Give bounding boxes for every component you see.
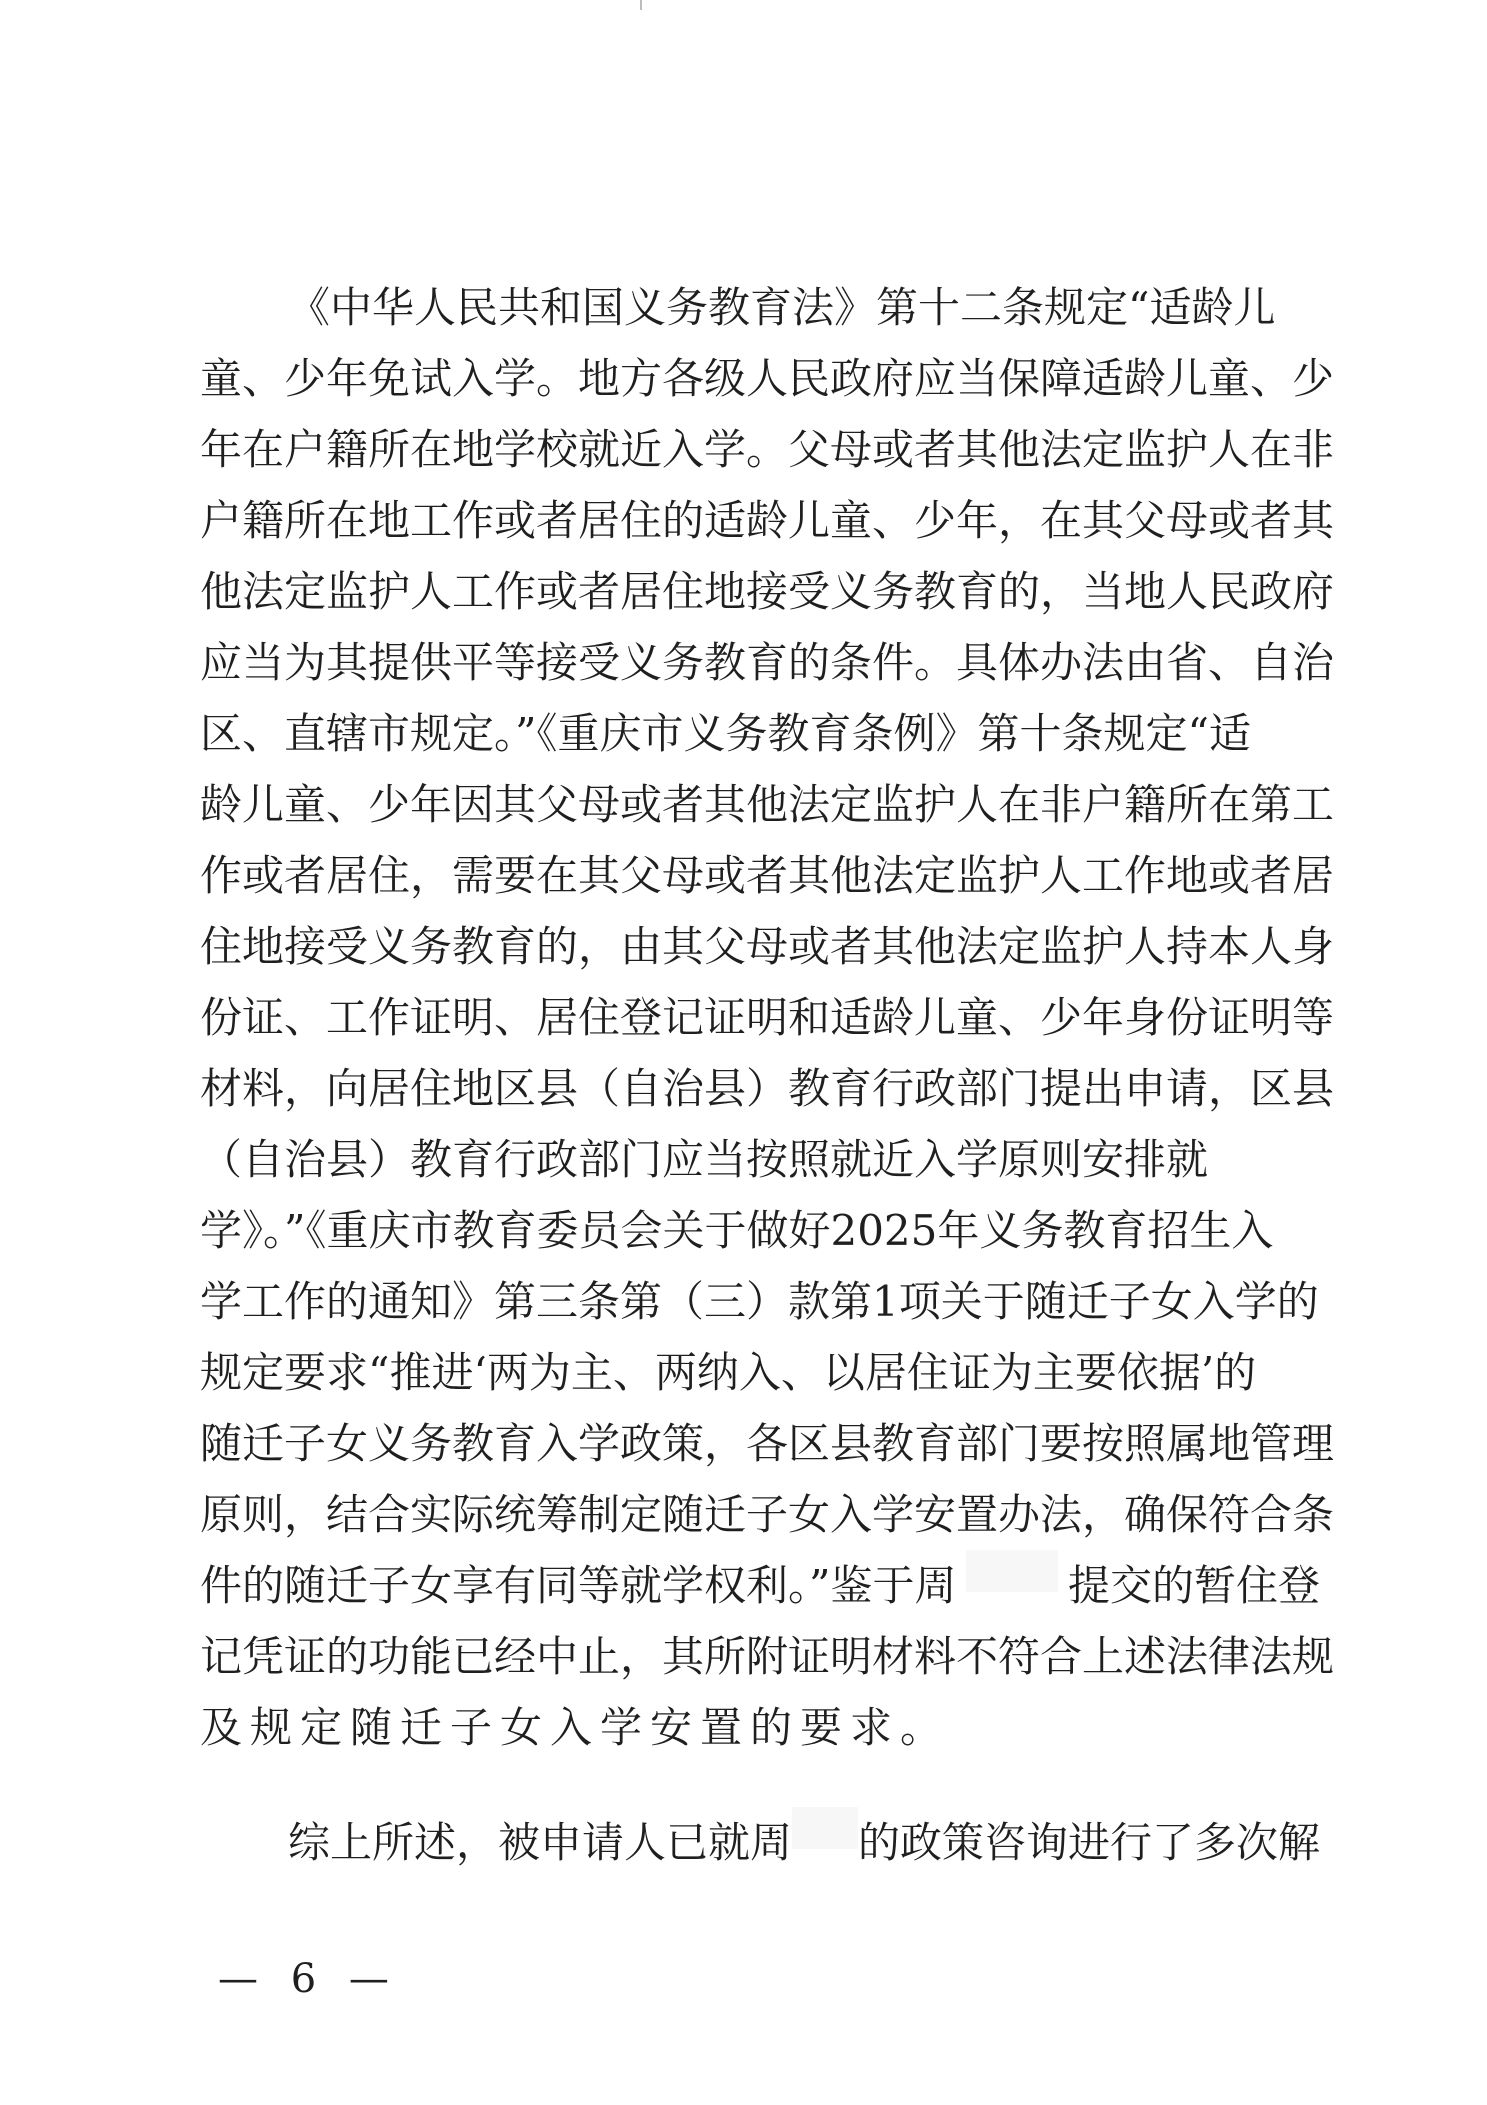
- text-line: 户籍所在地工作或者居住的适龄儿童、少年，在其父母或者其: [200, 496, 1335, 545]
- text-line: 《中华人民共和国义务教育法》第十二条规定“适龄儿: [288, 283, 1276, 332]
- text-line: 龄儿童、少年因其父母或者其他法定监护人在非户籍所在第工: [200, 780, 1335, 829]
- text-segment: 件的随迁子女享有同等就学权利。”鉴于周: [200, 1561, 957, 1610]
- text-segment: 提交的暂住登: [1067, 1561, 1320, 1610]
- text-line: 随迁子女义务教育入学政策，各区县教育部门要按照属地管理: [200, 1419, 1335, 1468]
- text-line: 规定要求“推进‘两为主、两纳入、以居住证为主要依据’的: [200, 1348, 1257, 1397]
- text-line: 应当为其提供平等接受义务教育的条件。具体办法由省、自治: [200, 638, 1335, 687]
- page-number: — 6 —: [218, 1956, 399, 2002]
- text-line: 及规定随迁子女入学安置的要求。: [200, 1703, 951, 1752]
- text-line-with-redaction: [200, 1807, 1320, 1878]
- text-line: 材料，向居住地区县（自治县）教育行政部门提出申请，区县: [200, 1064, 1335, 1113]
- body-text: [200, 272, 1335, 1878]
- text-line: 学》。”《重庆市教育委员会关于做好2025年义务教育招生入: [200, 1206, 1274, 1255]
- text-line: 年在户籍所在地学校就近入学。父母或者其他法定监护人在非: [200, 425, 1335, 474]
- text-line: 份证、工作证明、居住登记证明和适龄儿童、少年身份证明等: [200, 993, 1335, 1042]
- text-line: 作或者居住，需要在其父母或者其他法定监护人工作地或者居: [200, 851, 1335, 900]
- paragraph-gap: [200, 1763, 1320, 1807]
- text-line: 住地接受义务教育的，由其父母或者其他法定监护人持本人身: [200, 922, 1335, 971]
- text-segment: 综上所述，被申请人已就周: [288, 1818, 793, 1867]
- text-segment: 的政策咨询进行了多次解: [857, 1818, 1320, 1867]
- text-line: 学工作的通知》第三条第（三）款第1项关于随迁子女入学的: [200, 1277, 1319, 1326]
- text-line: 区、直辖市规定。”《重庆市义务教育条例》第十条规定“适: [200, 709, 1251, 758]
- redacted-name: [792, 1807, 858, 1849]
- text-line: 记凭证的功能已经中止，其所附证明材料不符合上述法律法规: [200, 1632, 1335, 1681]
- text-line: 原则，结合实际统筹制定随迁子女入学安置办法，确保符合条: [200, 1490, 1335, 1539]
- text-line: 他法定监护人工作或者居住地接受义务教育的，当地人民政府: [200, 567, 1335, 616]
- text-line-with-redaction: [200, 1550, 1320, 1621]
- text-line: （自治县）教育行政部门应当按照就近入学原则安排就: [200, 1135, 1209, 1184]
- scan-mark: [640, 0, 642, 10]
- text-line: 童、少年免试入学。地方各级人民政府应当保障适龄儿童、少: [200, 354, 1335, 403]
- redacted-name: [966, 1550, 1058, 1592]
